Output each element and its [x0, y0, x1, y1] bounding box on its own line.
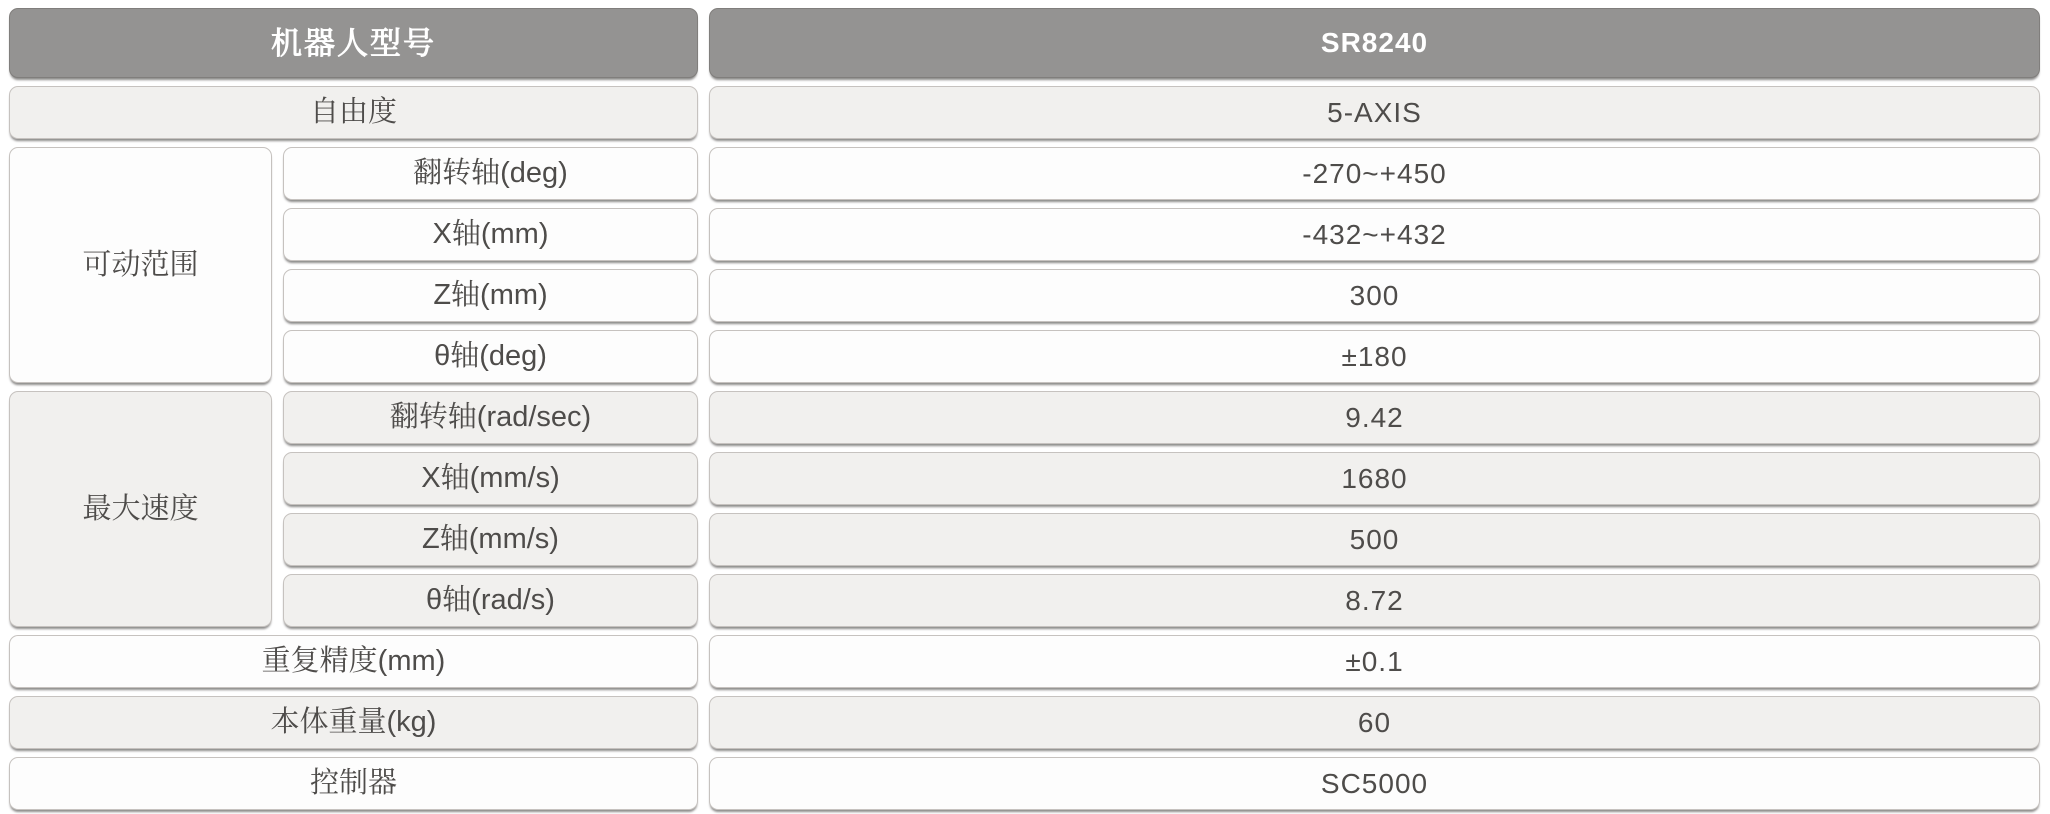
header-model-value: SR8240	[709, 8, 2040, 78]
row-z-axis-mm-label: Z轴(mm)	[283, 269, 698, 322]
row-x-axis-mm-value: -432~+432	[709, 208, 2040, 261]
row-flip-axis-deg-value: -270~+450	[709, 147, 2040, 200]
row-flip-axis-deg-label: 翻转轴(deg)	[283, 147, 698, 200]
row-z-axis-mms-value: 500	[709, 513, 2040, 566]
row-repeatability-label: 重复精度(mm)	[9, 635, 698, 688]
row-x-axis-mms-value: 1680	[709, 452, 2040, 505]
group-motion-range-label: 可动范围	[9, 147, 272, 383]
row-controller-label: 控制器	[9, 757, 698, 810]
row-dof-label: 自由度	[9, 86, 698, 139]
row-flip-axis-radsec-label: 翻转轴(rad/sec)	[283, 391, 698, 444]
group-max-speed-label: 最大速度	[9, 391, 272, 627]
row-z-axis-mms-label: Z轴(mm/s)	[283, 513, 698, 566]
row-z-axis-mm-value: 300	[709, 269, 2040, 322]
header-model-label: 机器人型号	[9, 8, 698, 78]
row-theta-axis-rads-value: 8.72	[709, 574, 2040, 627]
row-controller-value: SC5000	[709, 757, 2040, 810]
row-theta-axis-deg-value: ±180	[709, 330, 2040, 383]
row-flip-axis-radsec-value: 9.42	[709, 391, 2040, 444]
row-body-weight-label: 本体重量(kg)	[9, 696, 698, 749]
row-x-axis-mms-label: X轴(mm/s)	[283, 452, 698, 505]
row-body-weight-value: 60	[709, 696, 2040, 749]
row-theta-axis-rads-label: θ轴(rad/s)	[283, 574, 698, 627]
row-repeatability-value: ±0.1	[709, 635, 2040, 688]
row-x-axis-mm-label: X轴(mm)	[283, 208, 698, 261]
row-dof-value: 5-AXIS	[709, 86, 2040, 139]
row-theta-axis-deg-label: θ轴(deg)	[283, 330, 698, 383]
